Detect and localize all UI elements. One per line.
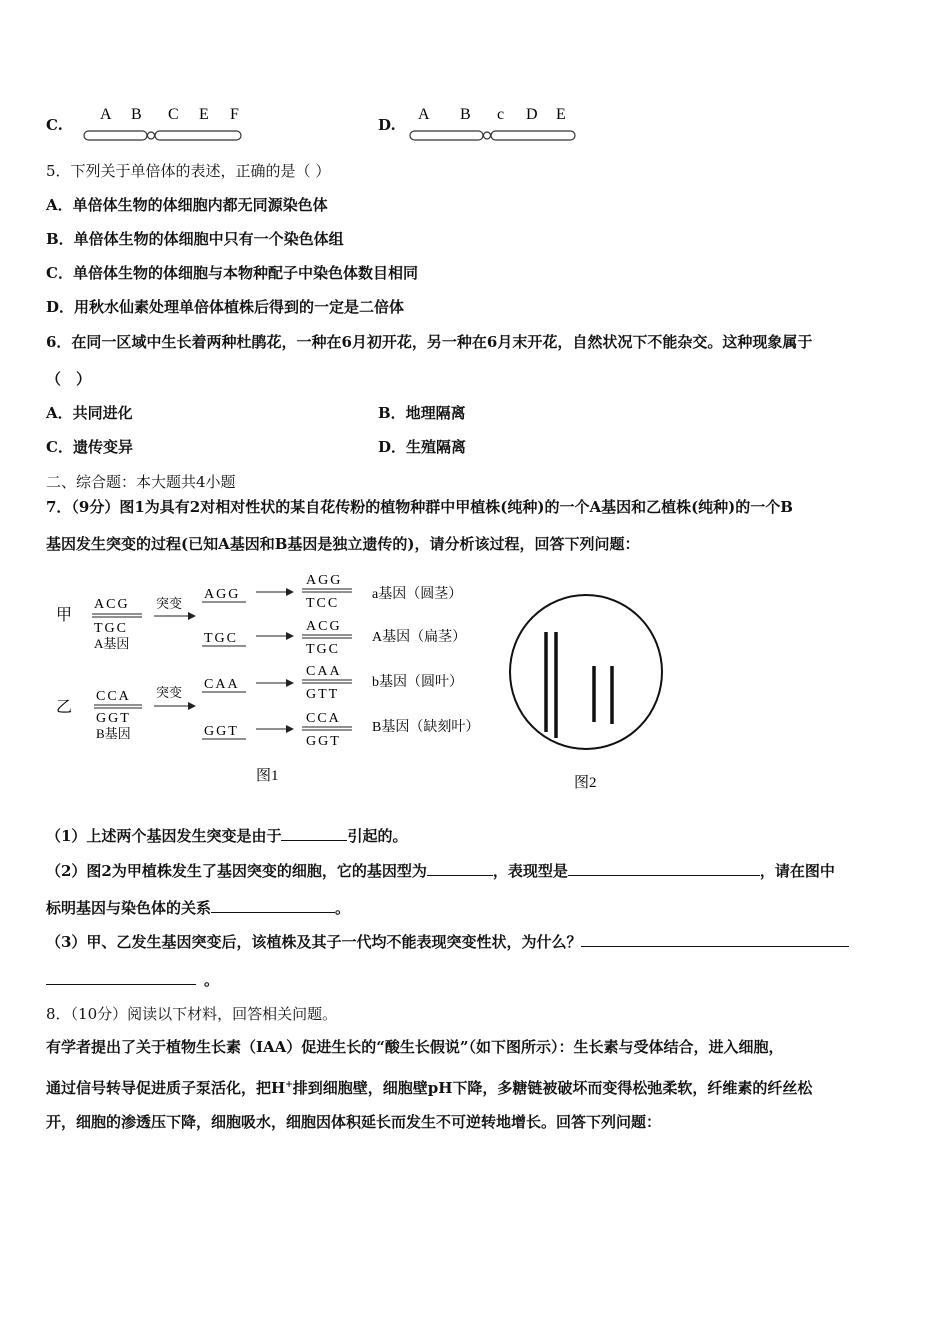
figure-1-caption: 图1: [256, 768, 279, 784]
dna-strand: CAA: [204, 677, 240, 692]
gene-label: F: [230, 106, 239, 123]
q5-option-d: D．用秋水仙素处理单倍体植株后得到的一定是二倍体: [46, 298, 405, 316]
q8-stem: 8．（10分）阅读以下材料，回答相关问题。: [46, 1005, 338, 1023]
q6-option-a: A．共同进化: [46, 404, 133, 422]
q8-paragraph-line3: 开，细胞的渗透压下降，细胞吸水，细胞因体积延长而发生不可逆转地增长。回答下列问题：: [46, 1113, 662, 1131]
q4-option-c-label: C.: [46, 116, 63, 134]
dna-strand: GGT: [306, 734, 341, 749]
gene-label: C: [168, 106, 179, 123]
dna-strand: TGC: [306, 642, 340, 657]
mutation-label: 突变: [156, 596, 183, 611]
q8-paragraph-line2: [46, 1075, 812, 1098]
q7-sub2-text: （2）图2为甲植株发生了基因突变的细胞，它的基因型为: [46, 862, 427, 880]
dna-strand: CCA: [96, 689, 131, 704]
gene-label: A: [418, 106, 430, 123]
q7-sub3: [46, 932, 849, 952]
dna-strand: TGC: [204, 631, 238, 646]
gene-phenotype-label: a基因（圆茎）: [372, 587, 463, 602]
dna-strand: AGG: [306, 573, 343, 588]
q7-sub2-text-line2: 标明基因与染色体的关系: [46, 899, 212, 917]
answer-blank[interactable]: [281, 826, 347, 841]
gene-label: B: [131, 106, 142, 123]
q8-line2-rest: 排到细胞壁，细胞壁pH下降，多糖链被破坏而变得松弛柔软，纤维素的纤丝松: [292, 1079, 813, 1097]
gene-name: A基因: [94, 636, 130, 651]
q7-sub3-text: （3）甲、乙发生基因突变后，该植株及其子一代均不能表现突变性状，为什么？: [46, 933, 582, 951]
q4-option-d-label: D.: [378, 116, 396, 134]
dna-strand: GGT: [204, 724, 239, 739]
answer-blank[interactable]: [581, 932, 849, 947]
q7-sub2-line2: [46, 898, 350, 918]
q7-sub1-text-end: 引起的。: [347, 827, 408, 845]
gene-phenotype-label: b基因（圆叶）: [372, 675, 463, 690]
q5-option-b: B．单倍体生物的体细胞中只有一个染色体组: [46, 230, 344, 248]
q7-sub1-text: （1）上述两个基因发生突变是由于: [46, 827, 282, 845]
answer-blank[interactable]: [568, 861, 760, 876]
dna-strand: AGG: [204, 587, 241, 602]
q4-option-c-chromosome: [82, 104, 244, 144]
q7-sub1: [46, 826, 407, 846]
q8-line2-start: 通过信号转导促进质子泵活化，把H: [46, 1079, 286, 1097]
q7-sub2-text-mid: ，表现型是: [492, 862, 568, 880]
q6-option-c: C．遗传变异: [46, 438, 133, 456]
q5-option-a: A．单倍体生物的体细胞内都无同源染色体: [46, 196, 328, 214]
dna-strand: CCA: [306, 711, 341, 726]
gene-label: c: [497, 106, 505, 123]
dna-strand: ACG: [306, 619, 342, 634]
mutation-label: 突变: [156, 685, 183, 700]
dna-strand: GTT: [306, 687, 340, 702]
dna-strand: TGC: [94, 621, 128, 636]
gene-label: A: [100, 106, 112, 123]
q7-sub2-period: 。: [335, 899, 351, 917]
dna-strand: CAA: [306, 664, 342, 679]
q8-paragraph-line1: 有学者提出了关于植物生长素（IAA）促进生长的“酸生长假说”（如下图所示）：生长素与受体结合，进入细胞，: [46, 1038, 784, 1056]
q6-answer-paren: （ ）: [46, 370, 92, 388]
gene-label: D: [526, 106, 538, 123]
figure-2-caption: 图2: [574, 775, 597, 791]
q6-stem: 6．在同一区域中生长着两种杜鹃花，一种在6月初开花，另一种在6月末开花，自然状况下不能杂交。这种现象属于: [46, 333, 813, 351]
gene-label: B: [460, 106, 471, 123]
q7-sub3-period: 。: [204, 971, 220, 989]
gene-label: E: [556, 106, 566, 123]
dna-strand: ACG: [94, 597, 130, 612]
q7-sub2: [46, 861, 835, 881]
dna-strand: TCC: [306, 596, 340, 611]
q6-option-b: B．地理隔离: [378, 404, 466, 422]
gene-phenotype-label: A基因（扁茎）: [372, 630, 467, 645]
gene-name: B基因: [96, 726, 131, 741]
q7-sub2-text-end: ，请在图中: [759, 862, 835, 880]
q7-sub3-line2: [46, 970, 219, 990]
q4-option-d-chromosome: [408, 104, 578, 144]
figure-2-cell: [508, 594, 668, 794]
q5-option-c: C．单倍体生物的体细胞与本物种配子中染色体数目相同: [46, 264, 418, 282]
answer-blank[interactable]: [46, 970, 196, 985]
q6-option-d: D．生殖隔离: [378, 438, 467, 456]
figure-1-mutation-diagram: [50, 566, 510, 791]
q5-stem: 5．下列关于单倍体的表述，正确的是（ ）: [46, 162, 331, 180]
q7-stem-line1: 7．（9分）图1为具有2对相对性状的某自花传粉的植物种群中甲植株(纯种)的一个A基因和乙植株(纯种)的一个B: [46, 498, 793, 516]
plant-jia-label: 甲: [56, 607, 73, 624]
answer-blank[interactable]: [211, 898, 335, 913]
dna-strand: GGT: [96, 711, 131, 726]
q7-stem-line2: 基因发生突变的过程(已知A基因和B基因是独立遗传的)，请分析该过程，回答下列问题：: [46, 535, 640, 553]
plant-yi-label: 乙: [56, 699, 73, 716]
section-heading: 二、综合题：本大题共4小题: [46, 473, 236, 491]
answer-blank[interactable]: [427, 861, 493, 876]
gene-label: E: [199, 106, 209, 123]
superscript-plus: +: [285, 1080, 293, 1090]
gene-phenotype-label: B基因（缺刻叶）: [372, 720, 480, 735]
